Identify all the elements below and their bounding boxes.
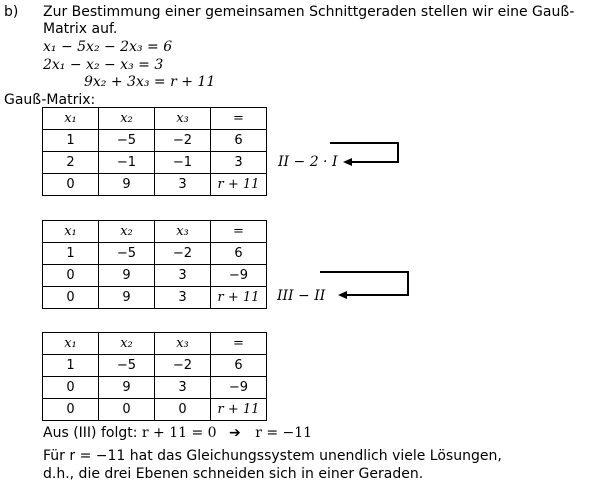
arrow-line [350,161,399,163]
table-header-row [43,333,267,355]
gauss-matrix-table [42,332,267,421]
header-cell: x₃ [155,333,211,355]
conclusion-line-3: d.h., die drei Ebenen schneiden sich in einer Geraden. [43,466,424,482]
intro-text: Zur Bestimmung einer gemeinsamen Schnittgeraden stellen wir eine Gauß- [43,4,575,20]
arrow-left-icon [338,291,347,299]
matrix-cell: −2 [155,130,211,152]
operation-label-2: III − II [277,288,326,304]
conclusion-eq1: r + 11 = 0 [141,425,217,441]
matrix-cell: −1 [99,152,155,174]
header-cell: x₁ [43,221,99,243]
matrix-cell: 0 [43,377,99,399]
arrow-line [397,142,399,163]
conclusion-eq2: r = −11 [255,425,313,441]
task-label: b) [4,4,19,20]
matrix-cell: −9 [211,265,267,287]
matrix-cell: 9 [99,377,155,399]
header-cell: = [211,333,267,355]
matrix-cell: −5 [99,243,155,265]
matrix-cell: 0 [43,174,99,196]
table-header-row [43,108,267,130]
header-cell: x₁ [43,333,99,355]
matrix-cell: 0 [43,399,99,421]
matrix-cell: r + 11 [211,287,267,309]
matrix-cell: −2 [155,355,211,377]
matrix-cell: 6 [211,355,267,377]
gauss-matrix-table [42,220,267,309]
table-header-row [43,221,267,243]
conclusion-prefix: Aus (III) folgt: [43,425,138,441]
matrix-cell: 0 [99,399,155,421]
conclusion-line-1 [43,425,312,442]
matrix-cell: 3 [155,287,211,309]
intro-text-cont: Matrix auf. [43,21,118,37]
matrix-cell: −5 [99,355,155,377]
header-cell: x₂ [99,333,155,355]
matrix-cell: 3 [211,152,267,174]
matrix-cell: 1 [43,243,99,265]
equation-1: x₁ − 5x₂ − 2x₃ = 6 [43,39,173,55]
table-row [43,399,267,421]
arrow-line [320,271,409,273]
implies-arrow-icon: ➔ [229,425,241,441]
equation-3: 9x₂ + 3x₃ = r + 11 [84,74,216,90]
matrix-cell: 9 [99,287,155,309]
equation-2: 2x₁ − x₂ − x₃ = 3 [43,57,164,73]
matrix-cell: 0 [43,287,99,309]
matrix-cell: r + 11 [211,174,267,196]
arrow-line [407,271,409,296]
matrix-cell: r + 11 [211,399,267,421]
table-row [43,265,267,287]
matrix-cell: 0 [43,265,99,287]
table-row [43,152,267,174]
matrix-cell: −9 [211,377,267,399]
matrix-cell: 6 [211,130,267,152]
header-cell: x₁ [43,108,99,130]
matrix-cell: 3 [155,265,211,287]
matrix-cell: 0 [155,399,211,421]
matrix-cell: 9 [99,265,155,287]
matrix-cell: 1 [43,355,99,377]
gauss-matrix-label: Gauß-Matrix: [4,92,96,108]
matrix-cell: 3 [155,174,211,196]
operation-label-1: II − 2 · I [278,154,338,170]
arrow-line [346,294,409,296]
header-cell: x₃ [155,108,211,130]
table-row [43,174,267,196]
gauss-matrix-table [42,107,267,196]
table-row [43,355,267,377]
matrix-cell: −2 [155,243,211,265]
arrow-left-icon [343,158,352,166]
table-row [43,130,267,152]
arrow-line [330,142,399,144]
matrix-cell: 3 [155,377,211,399]
table-row [43,287,267,309]
header-cell: x₂ [99,108,155,130]
header-cell: = [211,108,267,130]
matrix-cell: 9 [99,174,155,196]
matrix-cell: −5 [99,130,155,152]
header-cell: x₂ [99,221,155,243]
matrix-cell: −1 [155,152,211,174]
header-cell: x₃ [155,221,211,243]
table-row [43,243,267,265]
table-row [43,377,267,399]
matrix-cell: 6 [211,243,267,265]
matrix-cell: 1 [43,130,99,152]
conclusion-line-2: Für r = −11 hat das Gleichungssystem unendlich viele Lösungen, [43,448,502,464]
matrix-cell: 2 [43,152,99,174]
header-cell: = [211,221,267,243]
